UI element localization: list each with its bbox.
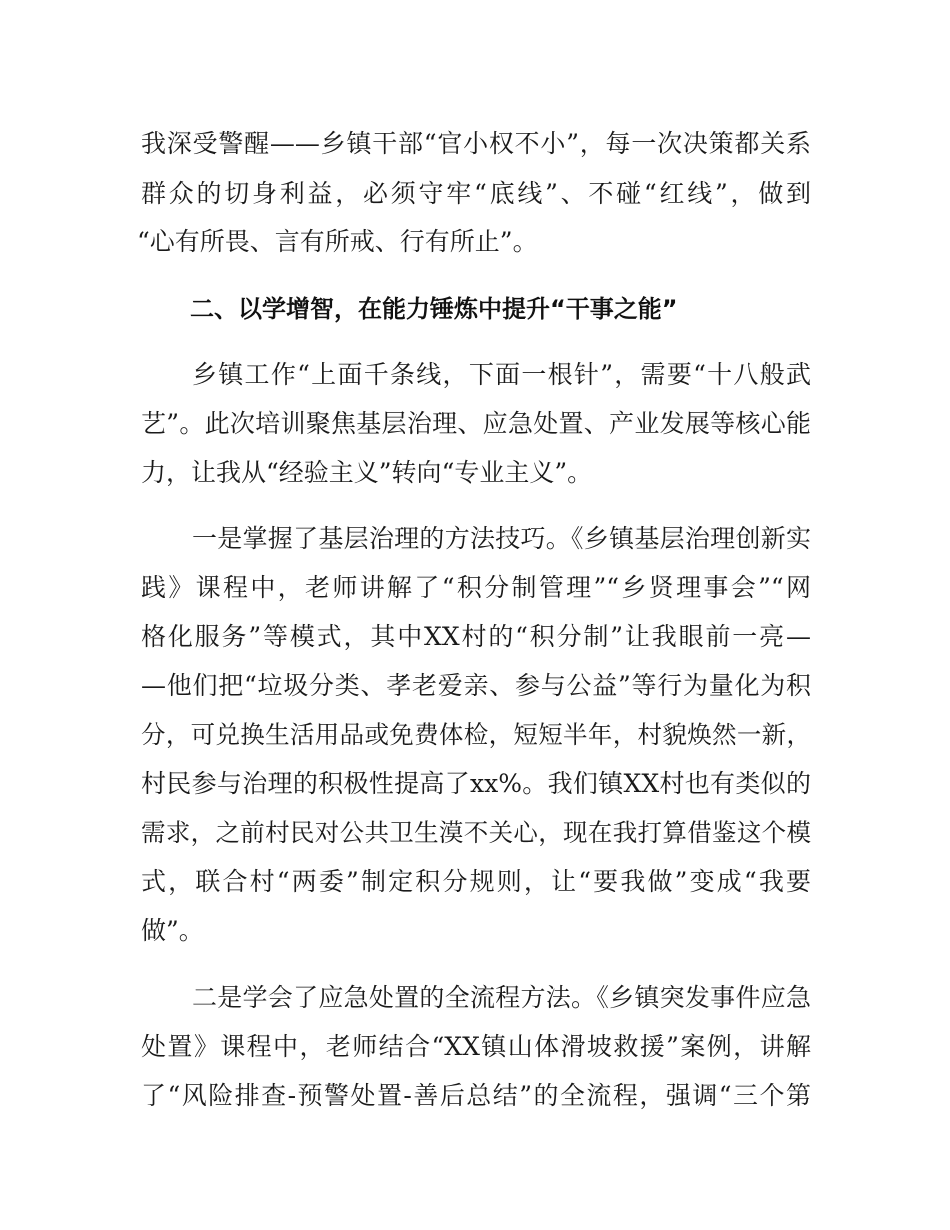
- paragraph-point-one-line-2: 践》课程中，老师讲解了“积分制管理”“乡贤理事会”“网: [141, 573, 811, 602]
- paragraph-point-two-line-3: 了“风险排查-预警处置-善后总结”的全流程，强调“三个第: [141, 1081, 811, 1110]
- paragraph-continuation-line-3: “心有所畏、言有所戒、行有所止”。: [137, 227, 538, 256]
- paragraph-point-one-line-7: 需求，之前村民对公共卫生漠不关心，现在我打算借鉴这个模: [141, 818, 811, 847]
- paragraph-point-one-line-8: 式，联合村“两委”制定积分规则，让“要我做”变成“我要: [141, 867, 811, 896]
- paragraph-point-one-line-3: 格化服务”等模式，其中XX村的“积分制”让我眼前一亮—: [141, 622, 811, 651]
- paragraph-continuation-line-2: 群众的切身利益，必须守牢“底线”、不碰“红线”，做到: [141, 179, 811, 208]
- paragraph-point-one-line-1: 一是掌握了基层治理的方法技巧。《乡镇基层治理创新实: [192, 524, 811, 553]
- paragraph-point-one-line-6: 村民参与治理的积极性提高了xx%。我们镇XX村也有类似的: [141, 769, 811, 798]
- paragraph-intro-line-1: 乡镇工作“上面千条线，下面一根针”，需要“十八般武: [192, 360, 811, 389]
- paragraph-point-two-line-1: 二是学会了应急处置的全流程方法。《乡镇突发事件应急: [192, 983, 811, 1012]
- paragraph-intro-line-3: 力，让我从“经验主义”转向“专业主义”。: [141, 458, 593, 487]
- paragraph-point-one-line-4: —他们把“垃圾分类、孝老爱亲、参与公益”等行为量化为积: [141, 671, 811, 700]
- paragraph-point-one-line-5: 分，可兑换生活用品或免费体检，短短半年，村貌焕然一新，: [141, 720, 811, 749]
- paragraph-point-two-line-2: 处置》课程中，老师结合“XX镇山体滑坡救援”案例，讲解: [141, 1032, 811, 1061]
- paragraph-point-one-line-9: 做”。: [141, 916, 204, 945]
- paragraph-continuation-line-1: 我深受警醒——乡镇干部“官小权不小”，每一次决策都关系: [141, 129, 811, 158]
- paragraph-intro-line-2: 艺”。此次培训聚焦基层治理、应急处置、产业发展等核心能: [141, 409, 811, 438]
- section-heading: 二、以学增智，在能力锤炼中提升“干事之能”: [190, 295, 678, 323]
